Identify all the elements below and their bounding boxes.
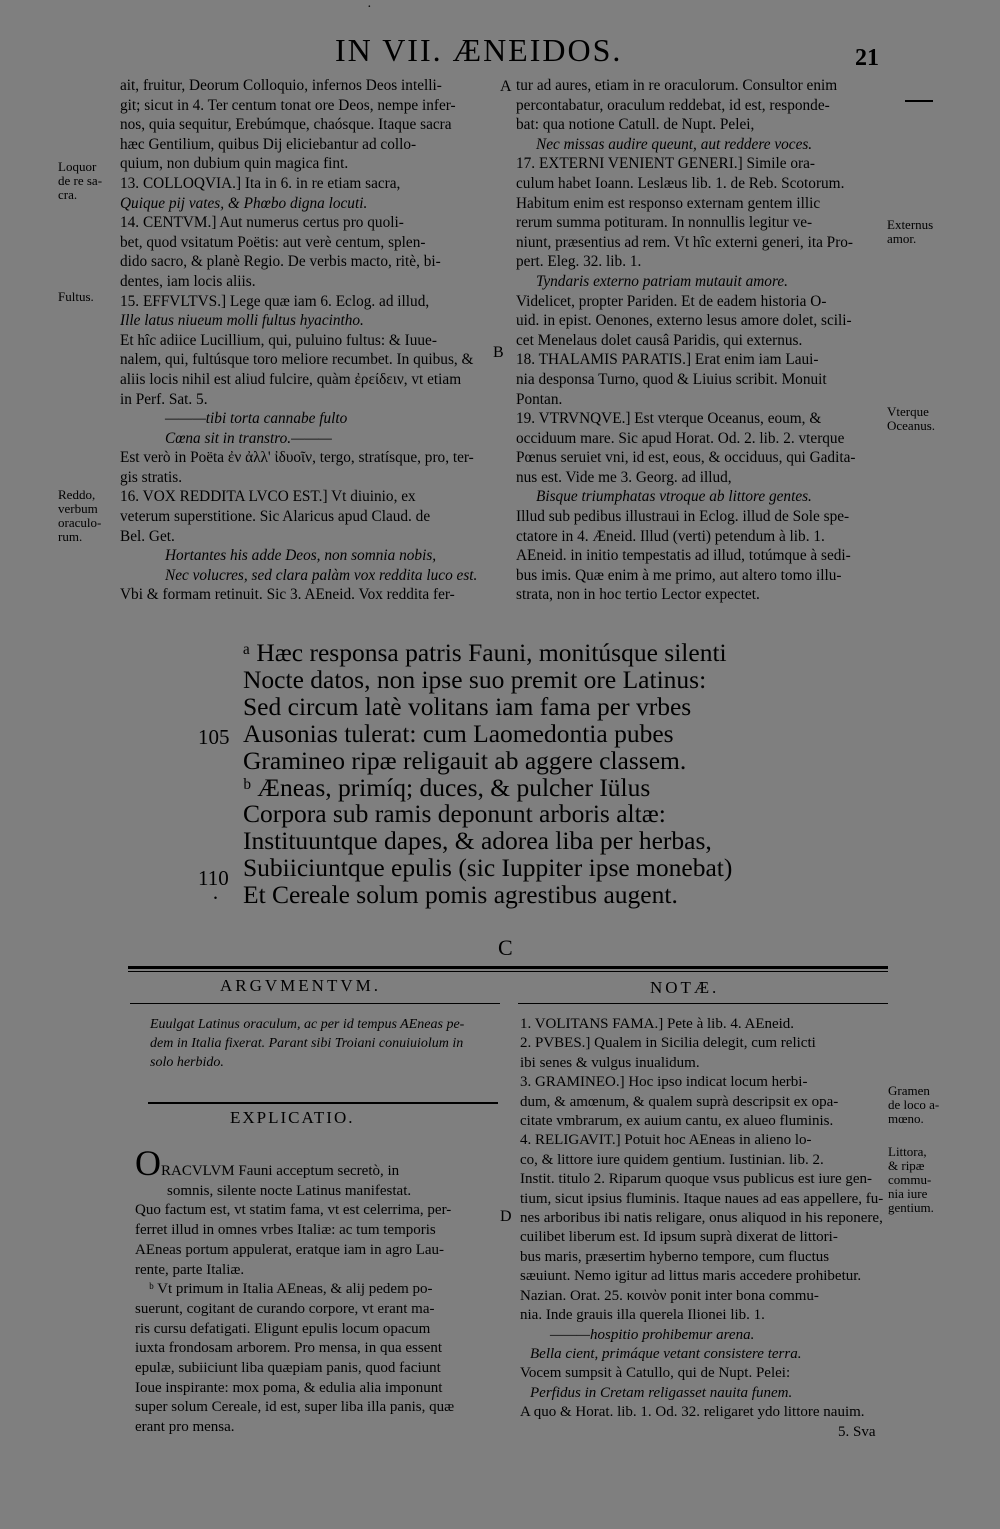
notae-line: co, & littore iure quidem gentium. Iustinian. lib. 2. [520, 1151, 824, 1168]
section-rule-thin [128, 971, 888, 972]
commentary-line: culum habet Ioann. Leslæus lib. 1. de Reb. Scotorum. [516, 174, 845, 192]
section-letter-b: B [493, 344, 504, 361]
commentary-line: Bisque triumphatas vtroque ab littore gentes. [536, 488, 812, 506]
explicatio-title: EXPLICATIO. [230, 1108, 355, 1127]
commentary-line: Et hîc adiice Lucillium, qui, puluino fultus: & Iuue- [120, 331, 437, 349]
commentary-line: git; sicut in 4. Ter centum tonat ore Deos, nempe infer- [120, 96, 456, 114]
notae-line: nes arboribus ibi natis religare, onus aliquod in his reponere, [520, 1210, 883, 1227]
explicatio-line: ferret illud in omnes vrbes Italiæ: ac tum temporis [135, 1222, 436, 1239]
commentary-line: nalem, qui, fultúsque toro meliore recumbet. In quibus, & [120, 351, 474, 369]
commentary-line: pert. Eleg. 32. lib. 1. [516, 253, 642, 271]
explicatio-line: rente, parte Italiæ. [135, 1261, 245, 1278]
commentary-line: Cœna sit in transtro.——— [165, 429, 332, 447]
commentary-line: percontabatur, oraculum reddebat, id est, responde- [516, 96, 830, 114]
verse-line: Sed circum latè volitans iam fama per vrbes [243, 691, 692, 721]
verse-line: Nocte datos, non ipse suo premit ore Latinus: [243, 664, 707, 694]
notae-line: ibi senes & vulgus inualidum. [520, 1054, 700, 1071]
explicatio-line: Ioue inspirante: mox poma, & edulia alia imponunt [135, 1379, 443, 1396]
commentary-line: nia desponsa Turno, quod & Liuius scribit. Monuit [516, 370, 827, 388]
commentary-line: Ille latus niueum molli fultus hyacintho. [120, 312, 364, 330]
notae-line: Perfidus in Cretam religasset nauita funem. [530, 1384, 793, 1401]
section-letter-a: A [500, 78, 512, 95]
commentary-line: 16. VOX REDDITA LVCO EST.] Vt diuinio, ex [120, 488, 416, 506]
argumentum-line: dem in Italia fixerat. Parant sibi Troiani conuiuiolum in [150, 1036, 464, 1051]
commentary-line: 18. THALAMIS PARATIS.] Erat enim iam Laui- [516, 351, 819, 369]
commentary-left-column [120, 76, 498, 605]
notae-line: citate vmbrarum, ex auium cantu, ex alueo fluminis. [520, 1113, 834, 1130]
notae-rule [518, 1003, 888, 1004]
margin-note-externus: Externus amor. [887, 217, 934, 246]
verse-line: Et Cereale solum pomis agrestibus augent. [243, 880, 678, 910]
notae-line: 2. PVBES.] Qualem in Sicilia delegit, cum relicti [520, 1035, 816, 1052]
notae-line: 4. RELIGAVIT.] Potuit hoc AEneas in alieno lo- [520, 1132, 812, 1149]
gathering-mark: C [498, 935, 513, 960]
notae-line: A quo & Horat. lib. 1. Od. 32. religaret ydo littore nauim. [520, 1404, 865, 1421]
notae-line: Instit. titulo 2. Riparum quoque vsus publicus est iure gen- [520, 1171, 873, 1188]
margin-dash [905, 100, 933, 102]
commentary-line: veterum superstitione. Sic Alaricus apud Claud. de [120, 508, 431, 526]
verse-line: Gramineo ripæ religauit ab aggere classem. [243, 745, 687, 775]
explicatio-line [135, 1143, 505, 1183]
commentary-line: Illud sub pedibus illustraui in Eclog. illud de Sole spe- [516, 508, 850, 526]
explicatio-line: suerunt, cogitant de curando corpore, vt erant ma- [135, 1300, 435, 1317]
commentary-line: Pœnus seruiet vni, id est, eous, & occiduus, qui Gadita- [516, 449, 856, 467]
explicatio-line: epulæ, subiiciunt liba quæpiam panis, quod faciunt [135, 1360, 441, 1377]
verse-line: Corpora sub ramis deponunt arboris altæ: [243, 799, 666, 829]
margin-note-fultus: Fultus. [58, 289, 94, 304]
verse-block [243, 640, 732, 909]
commentary-line: rerum summa potituram. In nonnullis legitur ve- [516, 214, 813, 232]
commentary-line: ait, fruitur, Deorum Colloquio, infernos Deos intelli- [120, 77, 442, 94]
commentary-line: 19. VTRVNQVE.] Est vterque Oceanus, eoum, & [516, 410, 822, 428]
explicatio-line: ᵇ Vt primum in Italia AEneas, & alij pedem po- [149, 1281, 433, 1298]
verse-line: ᵃ Hæc responsa patris Fauni, monitúsque silenti [243, 638, 727, 667]
commentary-line: bus imis. Quæ enim à me primo, aut altero tomo illu- [516, 566, 842, 584]
line-number-110: 110 [198, 866, 229, 890]
commentary-line: dido sacro, & planè Regio. De verbis macto, ritè, bi- [120, 253, 441, 271]
commentary-line: dentes, iam locis aliis. [120, 272, 256, 290]
explicatio-line: super solum Cereale, id est, super liba illa panis, quæ [135, 1399, 455, 1416]
commentary-line: Tyndaris externo patriam mutauit amore. [536, 272, 788, 290]
commentary-right-column [516, 76, 886, 605]
commentary-line: strata, non in hoc tertio Lector expectet. [516, 586, 760, 604]
commentary-line: nos, quia sequitur, Erebúmque, chaósque. Itaque sacra [120, 116, 452, 134]
commentary-line: ctatore in 4. Æneid. Illud (verti) petendum à lib. 1. [516, 527, 825, 545]
explicatio-line: ris cursu defatigati. Eligunt epulis locum opacum [135, 1320, 431, 1337]
explicatio-line: erant pro mensa. [135, 1419, 235, 1436]
notae-body [520, 1015, 888, 1442]
notae-line: Vocem sumpsit à Catullo, qui de Nupt. Pelei: [520, 1365, 791, 1382]
margin-note-reddo: Reddo, verbum oraculo- rum. [58, 487, 102, 544]
commentary-line: Nec volucres, sed clara palàm vox reddita luco est. [165, 566, 478, 584]
commentary-line: cet Menelaus dolet causâ Paridis, qui externus. [516, 331, 803, 349]
notae-line: nia. Inde grauis illa querela Ilionei lib. 1. [520, 1307, 765, 1324]
notae-line: 1. VOLITANS FAMA.] Pete à lib. 4. AEneid. [520, 1016, 795, 1032]
explicatio-first-line: RACVLVM Fauni acceptum secretò, in [161, 1163, 400, 1179]
notae-line: dum, & amœnum, & qualem suprà descripsit ex opa- [520, 1093, 839, 1110]
margin-note-gramen: Gramen de loco a- mœno. [888, 1083, 940, 1126]
margin-note-vterque: Vterque Oceanus. [887, 404, 936, 433]
page-number: 21 [855, 45, 879, 71]
notae-catchword: 5. Sva [838, 1423, 876, 1440]
commentary-line: AEneid. in initio tempestatis ad illud, totúmque à sedi- [516, 547, 851, 565]
commentary-line: Habitum enim est responso externam gentem illic [516, 194, 821, 212]
commentary-line: bat: qua notione Catull. de Nupt. Pelei, [516, 116, 755, 134]
explicatio-line: Quo factum est, vt statim fama, vt est celerrima, per- [135, 1202, 452, 1219]
explicatio-line: AEneas portum appulerat, eratque iam in agro Lau- [135, 1241, 445, 1258]
verse-bullet: · [212, 886, 219, 910]
notae-line: Bella cient, primáque vetant consistere terra. [530, 1345, 802, 1362]
dropcap: O [135, 1143, 161, 1183]
margin-note-loquor: Loquor de re sa- cra. [58, 159, 103, 202]
argumentum-title: ARGVMENTVM. [220, 976, 381, 995]
section-rule [128, 966, 888, 969]
commentary-line: occiduum mare. Sic apud Horat. Od. 2. lib. 2. vterque [516, 429, 845, 447]
commentary-line: aliis locis nihil est aliud fulcire, quàm ἐρείδειν, vt etiam [120, 370, 462, 388]
commentary-line: ———tibi torta cannabe fulto [165, 410, 348, 428]
notae-line: tium, sicut ipsius fluminis. Itaque naues ad eas appellere, fu- [520, 1190, 884, 1207]
top-mark: · [367, 0, 372, 15]
running-title: IN VII. ÆNEIDOS. [335, 32, 623, 68]
commentary-line: 14. CENTVM.] Aut numerus certus pro quoli- [120, 214, 404, 232]
commentary-line: Bel. Get. [120, 527, 175, 545]
commentary-line: in Perf. Sat. 5. [120, 390, 208, 408]
commentary-line: bet, quod vsitatum Poëtis: aut verè centum, splen- [120, 233, 426, 251]
commentary-line: nus est. Vide me 3. Georg. ad illud, [516, 468, 732, 486]
commentary-line: 15. EFFVLTVS.] Lege quæ iam 6. Eclog. ad illud, [120, 292, 430, 310]
notae-line: ———hospitio prohibemur arena. [550, 1326, 755, 1343]
argumentum-line: Euulgat Latinus oraculum, ac per id tempus AEneas pe- [150, 1017, 465, 1032]
notae-line: 3. GRAMINEO.] Hoc ipso indicat locum herbi- [520, 1074, 808, 1091]
notae-line: bus maris, præsertim hyberno tempore, cum fluctus [520, 1248, 830, 1265]
commentary-line: Vbi & formam retinuit. Sic 3. AEneid. Vox reddita fer- [120, 586, 455, 604]
verse-line: ᵇ Æneas, primíq; duces, & pulcher Iülus [243, 772, 651, 802]
commentary-line: Pontan. [516, 390, 563, 408]
commentary-line: gis stratis. [120, 468, 183, 486]
margin-note-littora: Littora, & ripæ commu- nia iure gentium. [888, 1144, 934, 1215]
argumentum-line: solo herbido. [150, 1055, 224, 1070]
commentary-line: uid. in epist. Oenones, externo lesus amore dolet, scili- [516, 312, 852, 330]
commentary-line: Quique pij vates, & Phœbo digna locuti. [120, 194, 368, 212]
commentary-line: Est verò in Poëta ἐν ἀλλ' ἰδυοῖν, tergo, stratísque, pro, ter- [120, 449, 474, 467]
commentary-line: Hortantes his adde Deos, non somnia nobis, [165, 547, 437, 565]
notae-line: Nazian. Orat. 25. κοινὸν ponit inter bona commu- [520, 1287, 819, 1304]
notae-line: cuilibet liberum est. Id ipsum suprà dixerat de littori- [520, 1229, 838, 1246]
explicatio-line: iuxta frondosam arborem. Pro mensa, in qua essent [135, 1340, 443, 1357]
verse-line: Subiiciuntque epulis (sic Iuppiter ipse monebat) [243, 853, 733, 883]
line-number-105: 105 [198, 725, 230, 749]
explicatio-line: somnis, silente nocte Latinus manifestat. [167, 1182, 412, 1199]
commentary-line: 17. EXTERNI VENIENT GENERI.] Simile ora- [516, 155, 815, 173]
notae-title: NOTÆ. [650, 978, 720, 997]
argumentum-rule [130, 1003, 500, 1004]
verse-line: Instituuntque dapes, & adorea liba per herbas, [243, 826, 712, 856]
commentary-line: Nec missas audire queunt, aut reddere voces. [536, 135, 813, 153]
verse-line: Ausonias tulerat: cum Laomedontia pubes [243, 718, 674, 748]
argumentum-text [150, 1015, 464, 1072]
explicatio-body [135, 1143, 505, 1438]
commentary-line: 13. COLLOQVIA.] Ita in 6. in re etiam sacra, [120, 174, 401, 192]
section-letter-d: D [500, 1208, 512, 1225]
notae-line: sæuiunt. Nemo igitur ad littus maris accedere prohibetur. [520, 1268, 862, 1285]
explicatio-rule [148, 1102, 498, 1104]
commentary-line: niunt, præsentius ad rem. Vt hîc externi generi, ita Pro- [516, 233, 854, 251]
commentary-line: hæc Gentilium, quibus Dij eliciebantur ad collo- [120, 135, 417, 153]
commentary-line: quium, non dubium quin magica fint. [120, 155, 349, 173]
commentary-line: tur ad aures, etiam in re oraculorum. Consultor enim [516, 77, 838, 94]
commentary-line: Videlicet, propter Pariden. Et de eadem historia O- [516, 292, 827, 310]
